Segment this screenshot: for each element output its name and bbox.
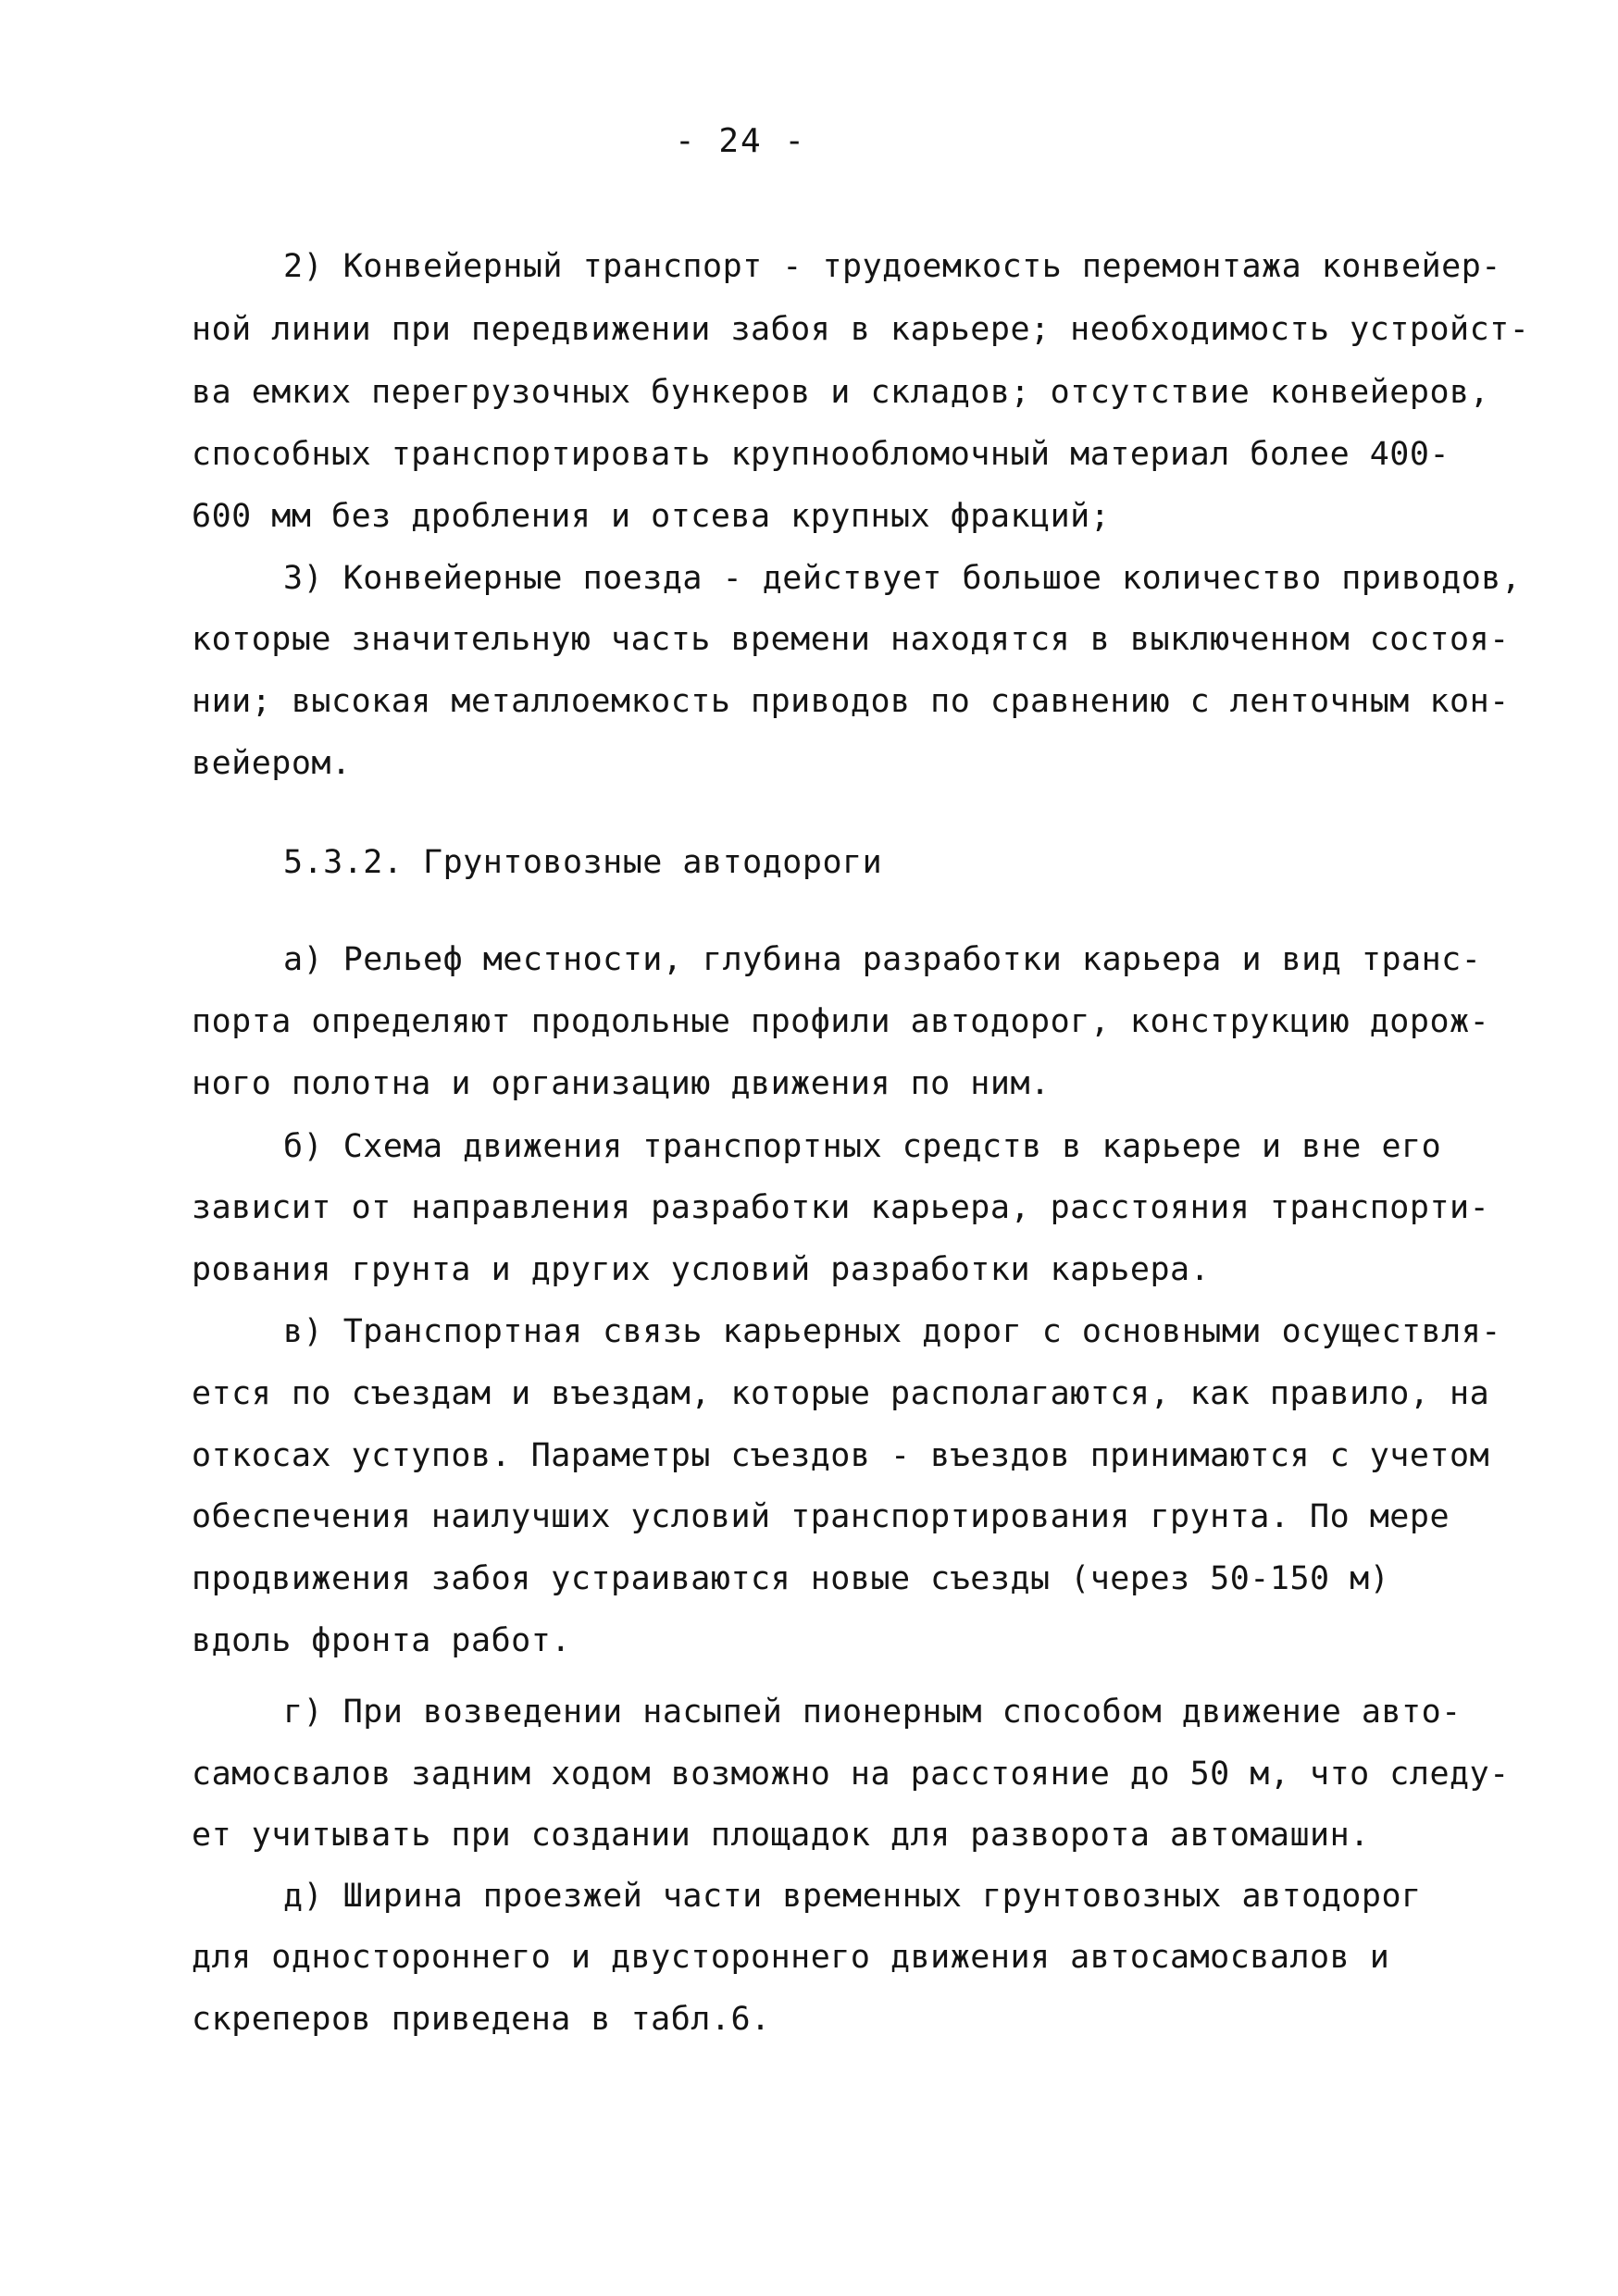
text-line: порта определяют продольные профили автодорог, конструкцию дорож- bbox=[192, 1003, 1490, 1040]
text-line: 3) Конвейерные поезда - действует большое количество приводов, bbox=[283, 560, 1522, 597]
text-line: в) Транспортная связь карьерных дорог с основными осуществля- bbox=[283, 1313, 1501, 1350]
text-line: которые значительную часть времени находятся в выключенном состоя- bbox=[192, 621, 1510, 658]
text-line: 2) Конвейерный транспорт - трудоемкость перемонтажа конвейер- bbox=[283, 248, 1501, 285]
text-line: г) При возведении насыпей пионерным способом движение авто- bbox=[283, 1694, 1462, 1731]
text-line: вейером. bbox=[192, 745, 352, 782]
text-line: 600 мм без дробления и отсева крупных фракций; bbox=[192, 498, 1111, 535]
text-line: откосах уступов. Параметры съездов - въездов принимаются с учетом bbox=[192, 1437, 1490, 1474]
text-line: ва емких перегрузочных бункеров и складов; отсутствие конвейеров, bbox=[192, 374, 1490, 411]
text-line: для одностороннего и двустороннего движения автосамосвалов и bbox=[192, 1939, 1390, 1976]
text-line: рования грунта и других условий разработки карьера. bbox=[192, 1251, 1211, 1288]
text-line: д) Ширина проезжей части временных грунтовозных автодорог bbox=[283, 1878, 1422, 1915]
text-line: обеспечения наилучших условий транспортирования грунта. По мере bbox=[192, 1498, 1450, 1535]
text-line: скреперов приведена в табл.6. bbox=[192, 2001, 771, 2038]
text-line: нии; высокая металлоемкость приводов по сравнению с ленточным кон- bbox=[192, 683, 1510, 720]
text-line: продвижения забоя устраиваются новые съезды (через 50-150 м) bbox=[192, 1560, 1390, 1597]
text-line: зависит от направления разработки карьера, расстояния транспорти- bbox=[192, 1189, 1490, 1226]
page-number: - 24 - bbox=[674, 122, 807, 160]
section-heading: 5.3.2. Грунтовозные автодороги bbox=[283, 844, 883, 881]
text-line: ется по съездам и въездам, которые располагаются, как правило, на bbox=[192, 1375, 1490, 1412]
text-line: самосвалов задним ходом возможно на расстояние до 50 м, что следу- bbox=[192, 1756, 1510, 1793]
text-line: б) Схема движения транспортных средств в карьере и вне его bbox=[283, 1128, 1442, 1165]
text-line: ет учитывать при создании площадок для разворота автомашин. bbox=[192, 1817, 1370, 1854]
text-line: а) Рельеф местности, глубина разработки карьера и вид транс- bbox=[283, 941, 1482, 978]
text-line: вдоль фронта работ. bbox=[192, 1622, 571, 1659]
text-line: ной линии при передвижении забоя в карьере; необходимость устройст- bbox=[192, 311, 1530, 348]
text-line: способных транспортировать крупнообломочный материал более 400- bbox=[192, 436, 1450, 473]
text-line: ного полотна и организацию движения по ним. bbox=[192, 1065, 1051, 1102]
